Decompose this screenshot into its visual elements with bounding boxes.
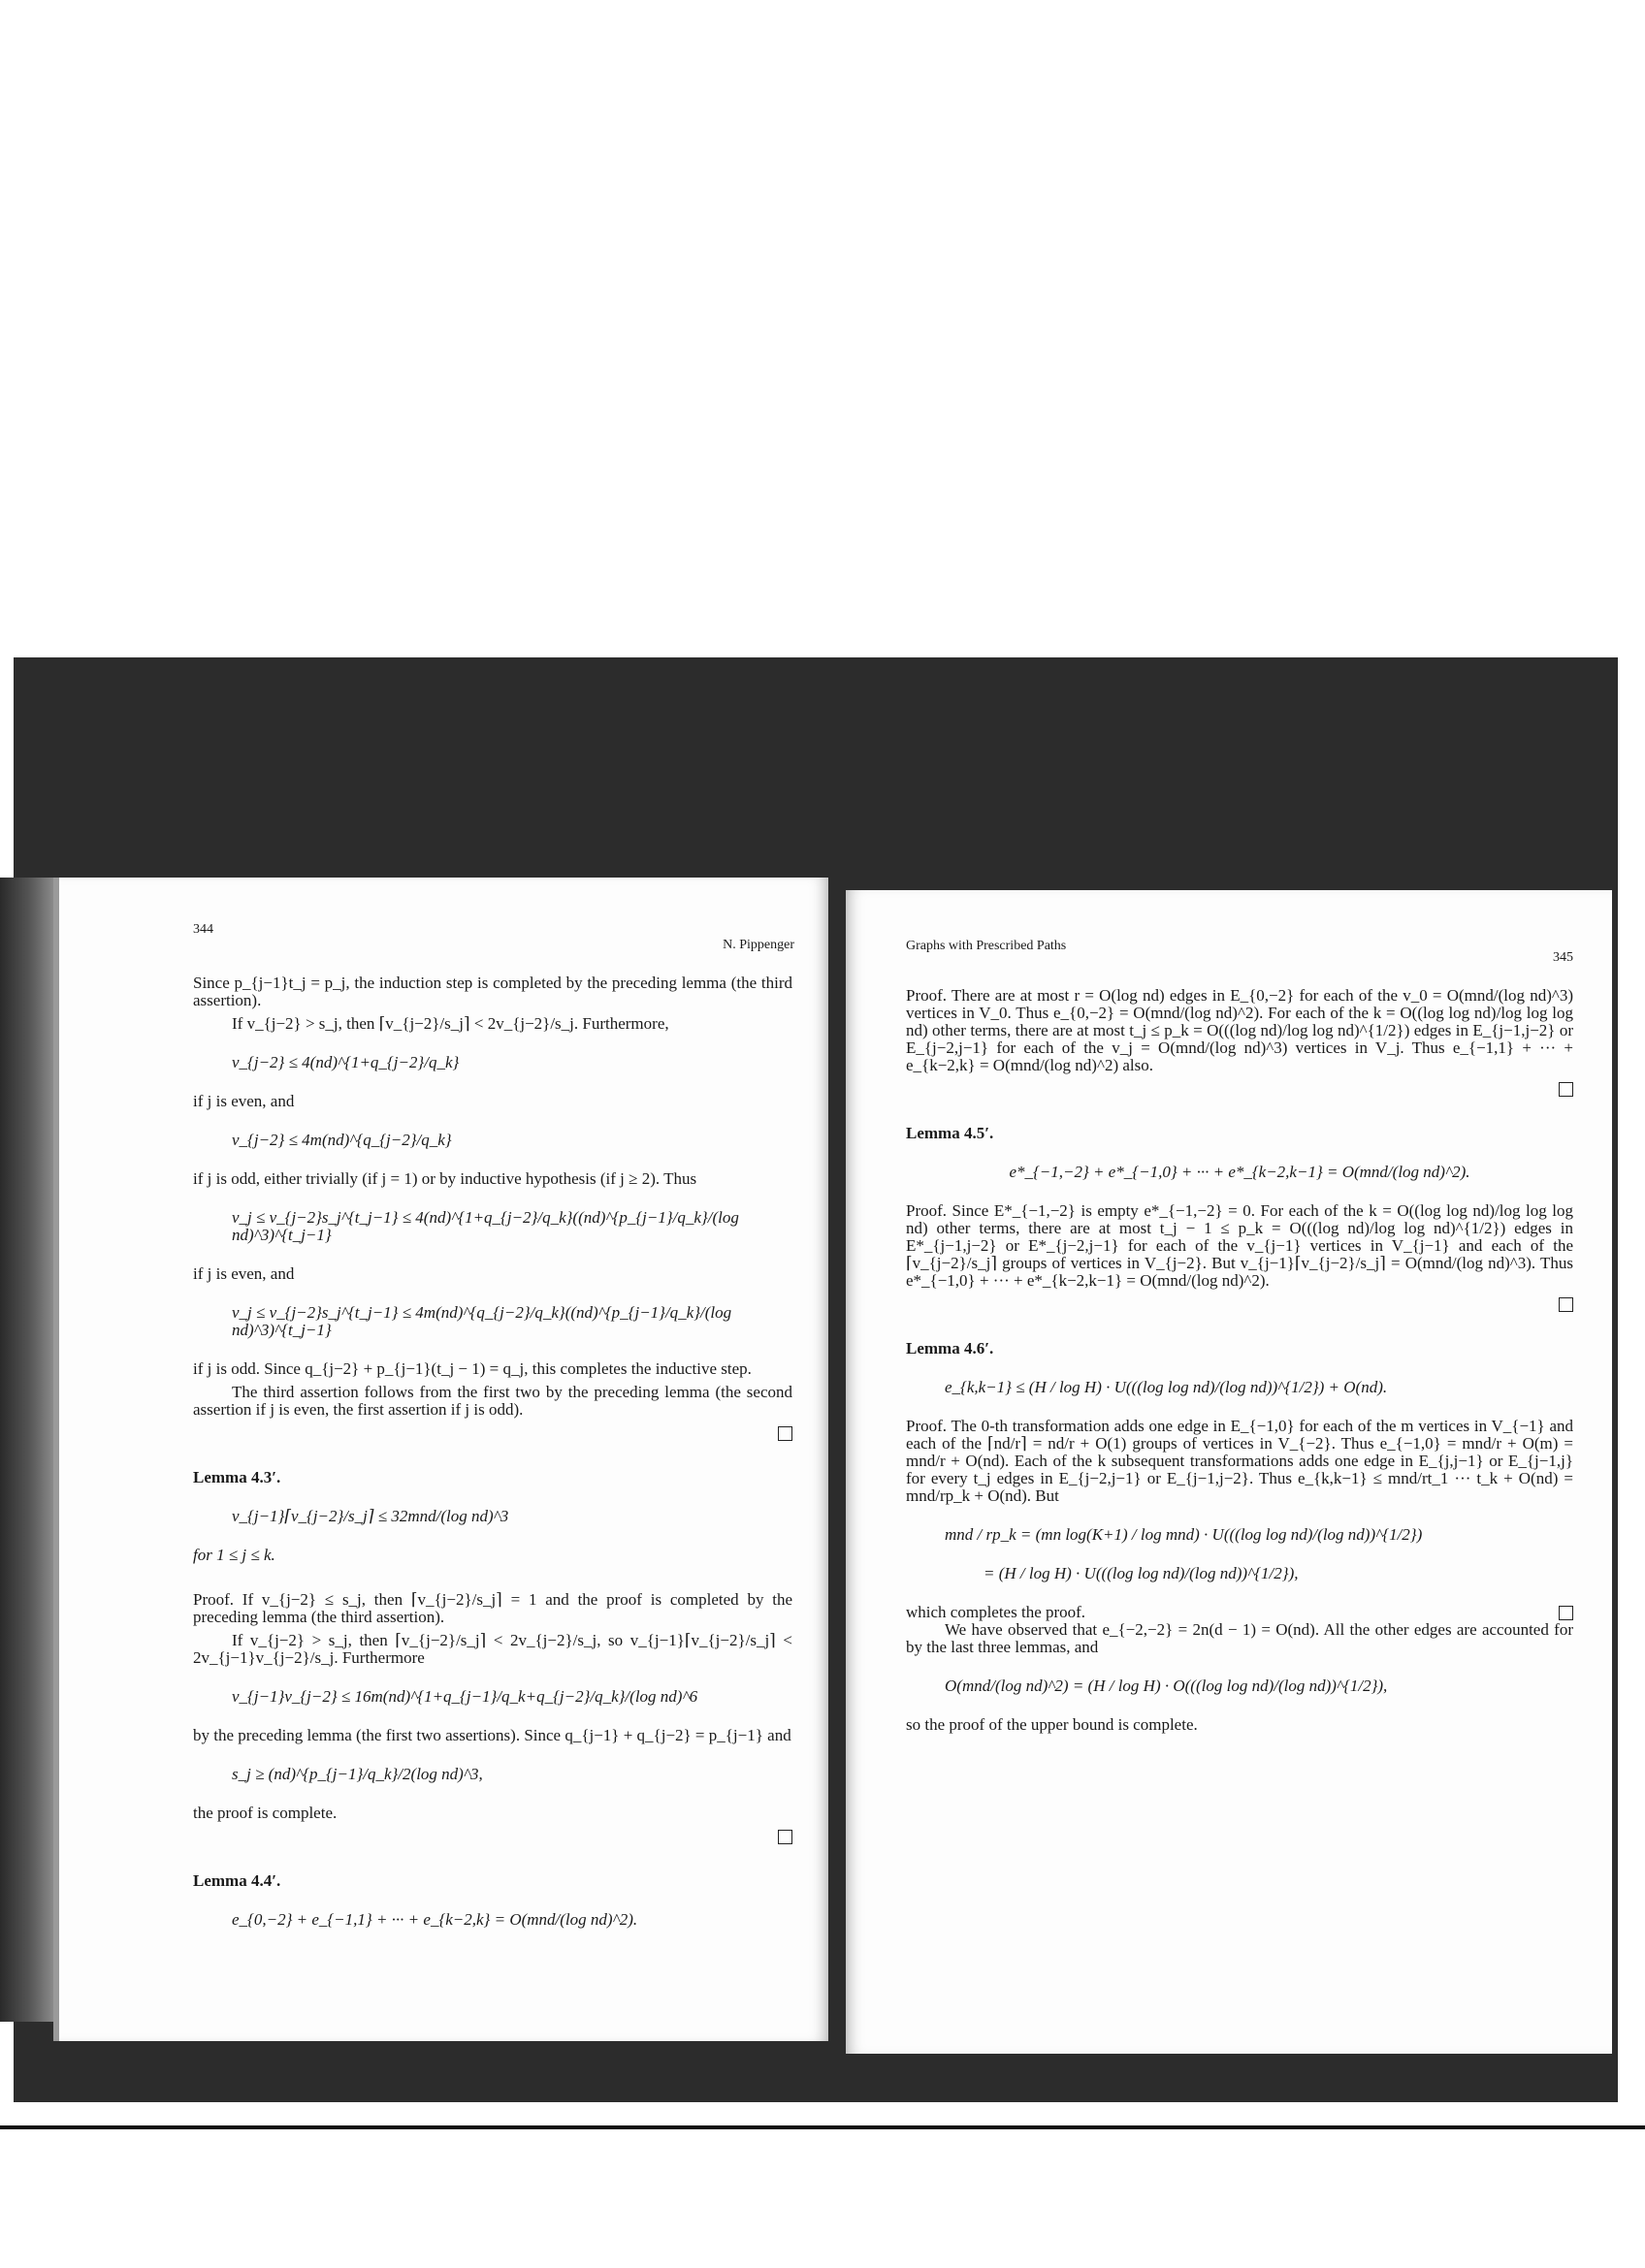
lemma-title: Lemma 4.4′. bbox=[193, 1871, 281, 1890]
paragraph: If v_{j−2} > s_j, then ⌈v_{j−2}/s_j⌉ < 2v_{j−2}/s_j, so v_{j−1}⌈v_{j−2}/s_j⌉ < 2v_{j−1}v_{j−2}/s_j. Furthermore bbox=[193, 1631, 792, 1667]
paragraph: if j is odd. Since q_{j−2} + p_{j−1}(t_j − 1) = q_j, this completes the inductive step. bbox=[193, 1359, 752, 1378]
right-page bbox=[846, 890, 1612, 2054]
paragraph: if j is even, and bbox=[193, 1092, 295, 1110]
equation: v_j ≤ v_{j−2}s_j^{t_j−1} ≤ 4(nd)^{1+q_{j−2}/q_k}((nd)^{p_{j−1}/q_k}/(log nd)^3)^{t_j−1} bbox=[232, 1208, 739, 1244]
equation: s_j ≥ (nd)^{p_{j−1}/q_k}/2(log nd)^3, bbox=[232, 1765, 483, 1783]
paragraph: so the proof of the upper bound is complete. bbox=[906, 1715, 1198, 1734]
equation: mnd / rp_k = (mn log(K+1) / log mnd) · U(((log log nd)/(log nd))^{1/2}) bbox=[945, 1525, 1423, 1544]
equation: v_{j−2} ≤ 4(nd)^{1+q_{j−2}/q_k} bbox=[232, 1053, 460, 1071]
paragraph: If v_{j−2} > s_j, then ⌈v_{j−2}/s_j⌉ < 2v_{j−2}/s_j. Furthermore, bbox=[232, 1014, 669, 1033]
left-running-head bbox=[193, 878, 794, 952]
paragraph: We have observed that e_{−2,−2} = 2n(d − 1) = O(nd). All the other edges are accounted for by the last three lemmas, and bbox=[906, 1620, 1573, 1656]
equation: O(mnd/(log nd)^2) = (H / log H) · O(((log log nd)/(log nd))^{1/2}), bbox=[945, 1677, 1388, 1695]
paragraph: the proof is complete. bbox=[193, 1804, 338, 1822]
scan-edge-line bbox=[0, 2125, 1645, 2129]
paragraph: which completes the proof. bbox=[906, 1603, 1086, 1621]
equation: e_{0,−2} + e_{−1,1} + ··· + e_{k−2,k} = O(mnd/(log nd)^2). bbox=[232, 1910, 638, 1929]
qed-symbol bbox=[778, 1426, 792, 1441]
equation: e*_{−1,−2} + e*_{−1,0} + ··· + e*_{k−2,k−1} = O(mnd/(log nd)^2). bbox=[1009, 1163, 1470, 1181]
qed-symbol bbox=[1559, 1606, 1573, 1620]
equation: v_{j−1}v_{j−2} ≤ 16m(nd)^{1+q_{j−1}/q_k+q_{j−2}/q_k}/(log nd)^6 bbox=[232, 1687, 698, 1706]
paragraph: The third assertion follows from the first two by the preceding lemma (the second assertion if j is even, the first assertion if j is odd). bbox=[193, 1383, 792, 1419]
lemma-title: Lemma 4.6′. bbox=[906, 1339, 994, 1358]
qed-symbol bbox=[1559, 1297, 1573, 1312]
paragraph: Proof. Since E*_{−1,−2} is empty e*_{−1,−2} = 0. For each of the k = O((log log nd)/log log log nd) other terms, there are at most t_j − 1 ≤ p_k = O(((log nd)/log log nd)^{1/2}) edges in E*_{j−1,j−2} or E*_{j−2,j−1} for each of the v_{j−1} vertices in V_{j−1} and each of the ⌈v_{j−2}/s_j⌉ groups of vertices in V_{j−2}. But v_{j−1}⌈v_{j−2}/s_j⌉ = O(mnd/(log nd)^3). Thus e*_{−1,0} + ··· + e*_{k−2,k−1} = O(mnd/(log nd)^2). bbox=[906, 1201, 1573, 1290]
equation: e_{k,k−1} ≤ (H / log H) · U(((log log nd)/(log nd))^{1/2}) + O(nd). bbox=[945, 1378, 1388, 1396]
paragraph: if j is even, and bbox=[193, 1264, 295, 1283]
lemma-title: Lemma 4.3′. bbox=[193, 1468, 281, 1486]
left-body bbox=[193, 974, 792, 1950]
paragraph: Proof. There are at most r = O(log nd) edges in E_{0,−2} for each of the v_0 = O(mnd/(log nd)^3) vertices in V_0. Thus e_{0,−2} = O(mnd/(log nd)^2). For each of the k = O((log log nd)/log log log nd) other terms, there are at most t_j ≤ p_k = O(((log nd)/log log nd)^{1/2}) edges in E_{j−1,j−2} or E_{j−2,j−1} for each of the v_j = O(mnd/(log nd)^3) vertices in V_j. Thus e_{−1,1} + ··· + e_{k−2,k} = O(mnd/(log nd)^2) also. bbox=[906, 986, 1573, 1074]
equation: v_{j−1}⌈v_{j−2}/s_j⌉ ≤ 32mnd/(log nd)^3 bbox=[232, 1507, 509, 1525]
qed-symbol bbox=[778, 1830, 792, 1844]
paragraph: for 1 ≤ j ≤ k. bbox=[193, 1546, 275, 1564]
equation: v_j ≤ v_{j−2}s_j^{t_j−1} ≤ 4m(nd)^{q_{j−2}/q_k}((nd)^{p_{j−1}/q_k}/(log nd)^3)^{t_j−1} bbox=[232, 1303, 732, 1339]
right-body bbox=[906, 987, 1573, 1740]
lemma-title: Lemma 4.5′. bbox=[906, 1124, 994, 1142]
equation: = (H / log H) · U(((log log nd)/(log nd))^{1/2}), bbox=[984, 1564, 1299, 1582]
paragraph: Since p_{j−1}t_j = p_j, the induction step is completed by the preceding lemma (the third assertion). bbox=[193, 974, 792, 1009]
right-running-head bbox=[885, 890, 1573, 965]
left-page-number: 344 bbox=[193, 922, 213, 937]
paragraph: Proof. If v_{j−2} ≤ s_j, then ⌈v_{j−2}/s_j⌉ = 1 and the proof is completed by the preceding lemma (the third assertion). bbox=[193, 1590, 792, 1626]
paragraph: if j is odd, either trivially (if j = 1) or by inductive hypothesis (if j ≥ 2). Thus bbox=[193, 1169, 697, 1188]
paragraph: Proof. The 0-th transformation adds one edge in E_{−1,0} for each of the m vertices in V_{−1} and each of the ⌈nd/r⌉ = nd/r + O(1) groups of vertices in V_{−2}. Thus e_{−1,0} = mnd/r + O(m) = mnd/r + O(nd). Each of the k subsequent transformations adds one edge in E_{j,j−1} or E_{j−1,j} for every t_j edges in E_{j−2,j−1} or E_{j−1,j−2}. Thus e_{k,k−1} ≤ mnd/rt_1 ··· t_k + O(nd) = mnd/rp_k + O(nd). But bbox=[906, 1417, 1573, 1505]
left-running-title: N. Pippenger bbox=[723, 938, 794, 952]
equation: v_{j−2} ≤ 4m(nd)^{q_{j−2}/q_k} bbox=[232, 1131, 452, 1149]
right-page-number: 345 bbox=[1553, 950, 1573, 965]
qed-symbol bbox=[1559, 1082, 1573, 1097]
left-page bbox=[53, 878, 828, 2041]
right-running-title: Graphs with Prescribed Paths bbox=[906, 939, 1067, 953]
paragraph: by the preceding lemma (the first two assertions). Since q_{j−1} + q_{j−2} = p_{j−1} and bbox=[193, 1726, 791, 1744]
book-spine bbox=[0, 878, 53, 2022]
